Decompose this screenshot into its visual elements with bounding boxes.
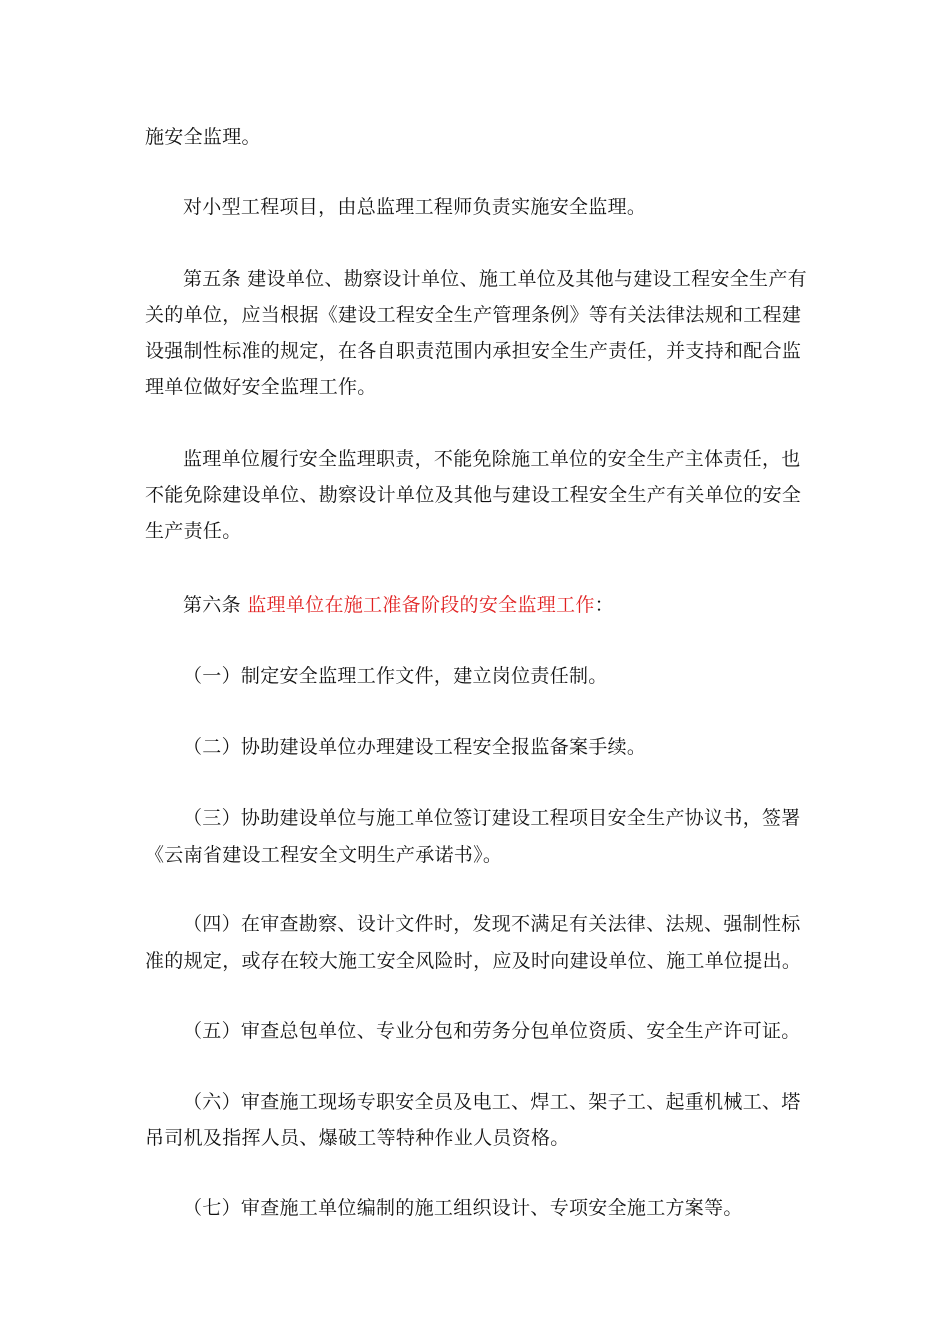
list-item: （一）制定安全监理工作文件，建立岗位责任制。 [183,665,608,687]
list-item-continuation: 准的规定，或存在较大施工安全风险时，应及时向建设单位、施工单位提出。 [145,950,802,972]
paragraph-line: 设强制性标准的规定，在各自职责范围内承担安全生产责任，并支持和配合监 [145,340,802,362]
list-item: （三）协助建设单位与施工单位签订建设工程项目安全生产协议书，签署 [183,807,801,829]
paragraph-line: 关的单位，应当根据《建设工程安全生产管理条例》等有关法律法规和工程建 [145,304,802,326]
paragraph-line: 理单位做好安全监理工作。 [145,376,377,398]
article-heading [183,593,614,617]
paragraph-line: 不能免除建设单位、勘察设计单位及其他与建设工程安全生产有关单位的安全 [145,484,802,506]
list-item: （二）协助建设单位办理建设工程安全报监备案手续。 [183,736,647,758]
list-item: （五）审查总包单位、专业分包和劳务分包单位资质、安全生产许可证。 [183,1020,801,1042]
list-item-continuation: 《云南省建设工程安全文明生产承诺书》。 [145,844,503,866]
paragraph-line: 监理单位履行安全监理职责，不能免除施工单位的安全生产主体责任，也 [183,448,801,470]
list-item-continuation: 吊司机及指挥人员、爆破工等特种作业人员资格。 [145,1127,570,1149]
paragraph-line: 施安全监理。 [145,126,261,148]
list-item: （四）在审查勘察、设计文件时，发现不满足有关法律、法规、强制性标 [183,913,801,935]
paragraph-line: 对小型工程项目，由总监理工程师负责实施安全监理。 [183,196,647,218]
paragraph-line: 生产责任。 [145,520,242,542]
highlighted-title: 监理单位在施工准备阶段的安全监理工作 [247,594,595,616]
list-item: （六）审查施工现场专职安全员及电工、焊工、架子工、起重机械工、塔 [183,1091,801,1113]
article-label: 第六条 [183,594,248,616]
article-suffix: ： [594,594,614,616]
list-item: （七）审查施工单位编制的施工组织设计、专项安全施工方案等。 [183,1197,743,1219]
paragraph-line: 第五条 建设单位、勘察设计单位、施工单位及其他与建设工程安全生产有 [183,268,807,290]
